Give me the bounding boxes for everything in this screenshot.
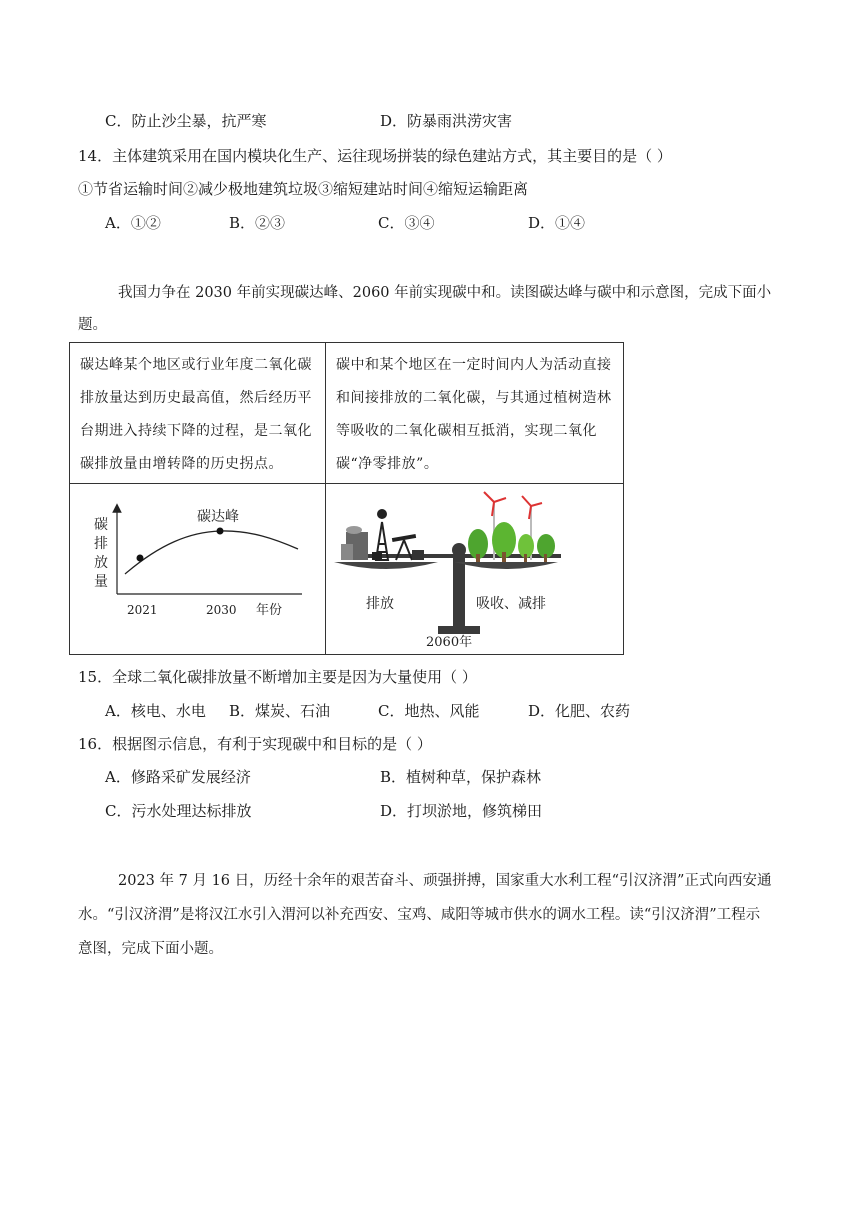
emission-curve [125, 531, 298, 574]
q13-option-d: D．防暴雨洪涝灾害 [380, 112, 513, 130]
graph-ylabel-char: 放 [94, 555, 108, 571]
scale-left-label: 排放 [366, 596, 394, 612]
scale-right-label: 吸收、减排 [476, 596, 546, 612]
water-intro-line3: 意图，完成下面小题。 [78, 941, 223, 957]
point-2030-peak [217, 528, 224, 535]
q15-option-d: D．化肥、农药 [528, 702, 631, 720]
graph-ylabel-char: 排 [94, 536, 108, 552]
x-tick-2030: 2030 [206, 603, 237, 617]
q16-option-c: C．污水处理达标排放 [105, 802, 252, 820]
graph-ylabel-char: 碳 [94, 517, 108, 533]
q14-option-d: D．①④ [528, 214, 586, 232]
right-pan [454, 562, 558, 569]
q16-option-d: D．打坝淤地，修筑梯田 [380, 802, 543, 820]
carbon-definition-table [69, 342, 624, 655]
q14-option-a: A．①② [105, 214, 161, 232]
q16-option-b: B．植树种草，保护森林 [380, 768, 542, 786]
carbon-peak-definition: 碳达峰某个地区或行业年度二氧化碳排放量达到历史最高值，然后经历平台期进入持续下降的过程，是二氧化碳排放量由增转降的历史拐点。 [80, 357, 312, 472]
q14-items: ①节省运输时间②减少极地建筑垃圾③缩短建站时间④缩短运输距离 [78, 180, 529, 198]
q15-stem: 15．全球二氧化碳排放量不断增加主要是因为大量使用（ ） [78, 668, 477, 686]
scale-year-label: 2060年 [426, 635, 473, 650]
q15-option-c: C．地热、风能 [378, 702, 480, 720]
carbon-peak-graph [70, 484, 325, 654]
water-intro-line2: 水。“引汉济渭”是将汉江水引入渭河以补充西安、宝鸡、咸阳等城市供水的调水工程。读“引汉济渭”工程示 [78, 907, 761, 923]
q14-option-c: C．③④ [378, 214, 435, 232]
q14-stem: 14．主体建筑采用在国内模块化生产、运往现场拼装的绿色建站方式，其主要目的是（ ） [78, 147, 672, 165]
q16-stem: 16．根据图示信息，有利于实现碳中和目标的是（ ） [78, 735, 432, 753]
q14-option-b: B．②③ [229, 214, 286, 232]
factory-icon [341, 526, 368, 560]
x-tick-2021: 2021 [127, 603, 158, 617]
carbon-intro-line2: 题。 [78, 317, 107, 333]
point-2021 [137, 555, 144, 562]
q16-option-a: A．修路采矿发展经济 [105, 768, 251, 786]
left-pan [334, 562, 438, 569]
peak-label: 碳达峰 [197, 509, 239, 525]
q15-option-a: A．核电、水电 [105, 702, 206, 720]
carbon-neutral-scale [326, 484, 623, 654]
oil-derrick-icon [372, 509, 388, 560]
q13-option-c: C．防止沙尘暴，抗严寒 [105, 112, 267, 130]
scale-pillar [453, 556, 465, 628]
scale-base [438, 626, 480, 634]
water-intro-line1: 2023 年 7 月 16 日，历经十余年的艰苦奋斗、顽强拼搏，国家重大水利工程“引汉济渭”正式向西安通 [118, 873, 772, 889]
graph-ylabel-char: 量 [94, 574, 108, 590]
q15-option-b: B．煤炭、石油 [229, 702, 331, 720]
carbon-intro-line1: 我国力争在 2030 年前实现碳达峰、2060 年前实现碳中和。读图碳达峰与碳中和示意图，完成下面小 [118, 285, 772, 301]
x-axis-label: 年份 [256, 603, 283, 618]
carbon-neutral-definition: 碳中和某个地区在一定时间内人为活动直接和间接排放的二氧化碳，与其通过植树造林等吸收的二氧化碳相互抵消，实现二氧化碳“净零排放”。 [336, 357, 612, 472]
